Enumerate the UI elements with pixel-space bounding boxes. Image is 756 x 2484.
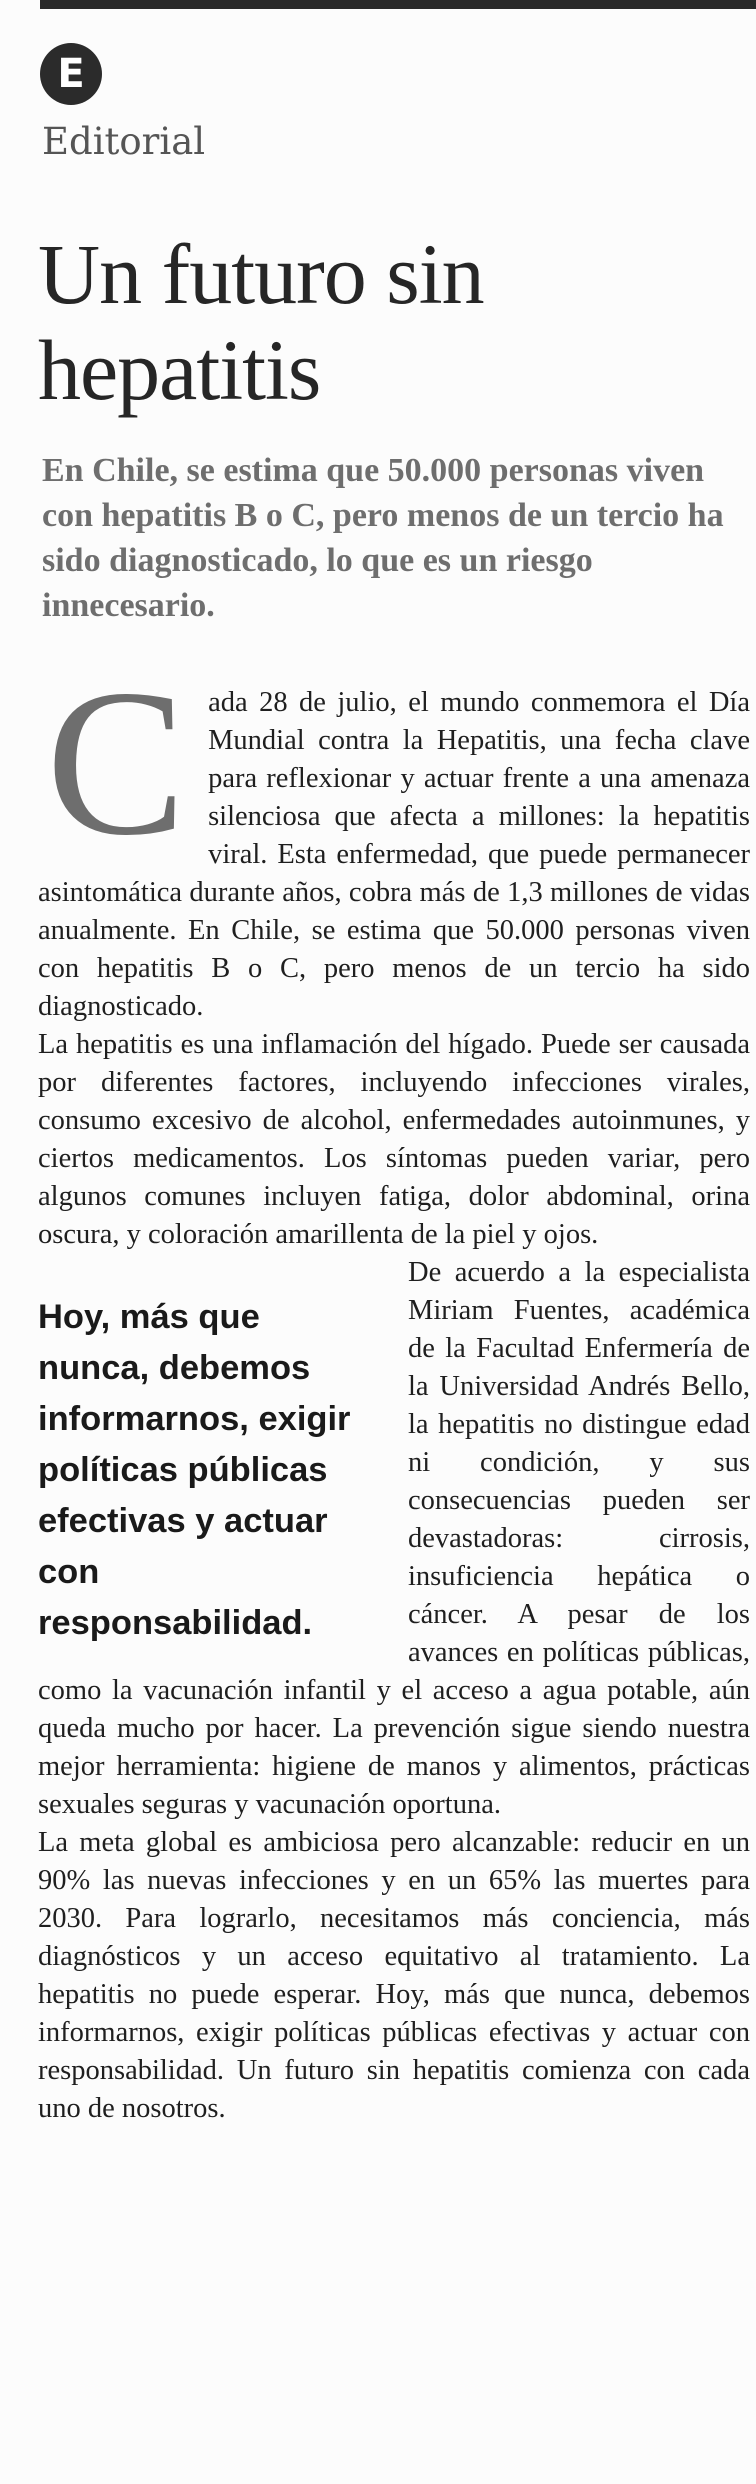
paragraph-1-text: ada 28 de julio, el mundo conmemora el Día Mundial contra la Hepatitis, una fecha clave para reflexionar y actuar frente a una amenaza silenciosa que afecta a millones: la hepatitis viral. Esta enfermedad, que puede permanecer asintomática durante años, cobra más de 1,3 millones de vidas anualmente. En Chile, se estima que 50.000 personas viven con hepatitis B o C, pero menos de un tercio ha sido diagnosticado.: [38, 687, 750, 1022]
article-dek: En Chile, se estima que 50.000 personas viven con hepatitis B o C, pero menos de un tercio ha sido diagnosticado, lo que es un riesgo innecesario.: [42, 452, 724, 624]
section-badge: E: [40, 43, 102, 105]
drop-cap: C: [46, 647, 187, 879]
pull-quote: Hoy, más que nunca, debemos informarnos, exigir políticas públicas efectivas y actuar con responsabilidad.: [38, 1298, 351, 1642]
paragraph-1: [38, 647, 750, 1026]
article-title: Un futuro sin hepatitis: [38, 226, 484, 418]
quote-split: [38, 1254, 750, 1824]
paragraph-4: La meta global es ambiciosa pero alcanzable: reducir en un 90% las nuevas infecciones y en un 65% las muertes para 2030. Para lograrlo, necesitamos más conciencia, más diagnósticos y un acceso equitativo al tratamiento. La hepatitis no puede esperar. Hoy, más que nunca, debemos informarnos, exigir políticas públicas efectivas y actuar con responsabilidad. Un futuro sin hepatitis comienza con cada uno de nosotros.: [38, 1827, 750, 2124]
article-body: [38, 647, 750, 2128]
paragraph-2: La hepatitis es una inflamación del hígado. Puede ser causada por diferentes factores, incluyendo infecciones virales, consumo excesivo de alcohol, enfermedades autoinmunes, y ciertos medicamentos. Los síntomas pueden variar, pero algunos comunes incluyen fatiga, dolor abdominal, orina oscura, y coloración amarillenta de la piel y ojos.: [38, 1029, 750, 1250]
paragraph-3: De acuerdo a la especialista Miriam Fuentes, académica de la Facultad Enfermería de la Universidad Andrés Bello, la hepatitis no distingue edad ni condición, y sus consecuencias pueden ser devastadoras: cirrosis, insuficiencia hepática o cáncer. A pesar de los avances en políticas públicas, como la vacunación infantil y el acceso a agua potable, aún queda mucho por hacer. La prevención sigue siendo nuestra mejor herramienta: higiene de manos y alimentos, prácticas sexuales seguras y vacunación oportuna.: [38, 1257, 750, 1820]
section-label: Editorial: [42, 120, 206, 163]
top-rule: [40, 0, 756, 9]
